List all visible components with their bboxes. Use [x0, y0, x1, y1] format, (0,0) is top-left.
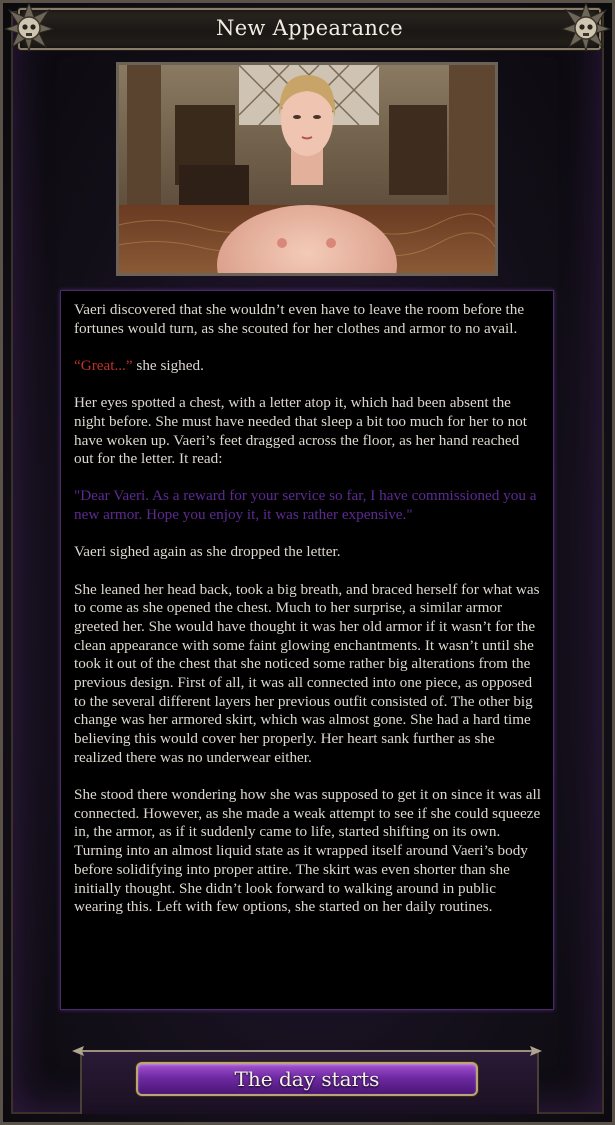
story-text-panel: [60, 290, 554, 1010]
character-portrait: [116, 62, 498, 276]
story-paragraph: [74, 357, 541, 376]
window-title: New Appearance: [216, 16, 403, 40]
ornamental-divider: [72, 1044, 542, 1058]
scene-illustration: [119, 65, 495, 273]
story-paragraph: She stood there wondering how she was supposed to get it on since it was all connected. However, as she made a weak attempt to see if she could squeeze in, the armor, as if it suddenly came to life, started shifting on its own. Turning into an almost liquid state as it wrapped itself around Vaeri’s body before solidifying into proper attire. The skirt was even shorter than she initially thought. She didn’t look forward to walking around in public wearing this. Left with few options, she started on her daily routines.: [74, 786, 541, 916]
skull-ornament-icon: [4, 2, 54, 52]
story-paragraph: Vaeri discovered that she wouldn’t even have to leave the room before the fortunes would turn, as she scouted for her clothes and armor to no avail.: [74, 301, 525, 337]
story-paragraph: Vaeri sighed again as she dropped the letter.: [74, 543, 341, 561]
skull-ornament-icon: [561, 2, 611, 52]
story-paragraph: She leaned her head back, took a big breath, and braced herself for what was to come as she opened the chest. Much to her surprise, a similar armor greeted her. She would have thought it was her old armor if it wasn’t for the clean appearance with some faint glowing enchantments. It wasn’t until she took it out of the chest that she noticed some rather big alterations from the previous design. First of all, it was all connected into one piece, as opposed to the several different layers her previous outfit consisted of. The other big change was her armored skirt, which was almost gone. She had a hard time believing this would cover her properly. Her heart sank further as she realized there was no underwear either.: [74, 580, 540, 766]
dialogue-quote: “Great...”: [74, 356, 133, 374]
dialogue-tag: she sighed.: [132, 356, 204, 374]
story-paragraph: Her eyes spotted a chest, with a letter atop it, which had been absent the night before. She must have needed that sleep a bit too much for her to not have woken up. Vaeri’s feet dragged across the floor, as her hand reached out for the letter. It read:: [74, 394, 527, 468]
letter-text: "Dear Vaeri. As a reward for your service so far, I have commissioned you a new armor. Hope you enjoy it, it was rather expensive.": [74, 487, 537, 524]
title-bar: [18, 8, 601, 50]
the-day-starts-button[interactable]: The day starts: [136, 1062, 478, 1096]
